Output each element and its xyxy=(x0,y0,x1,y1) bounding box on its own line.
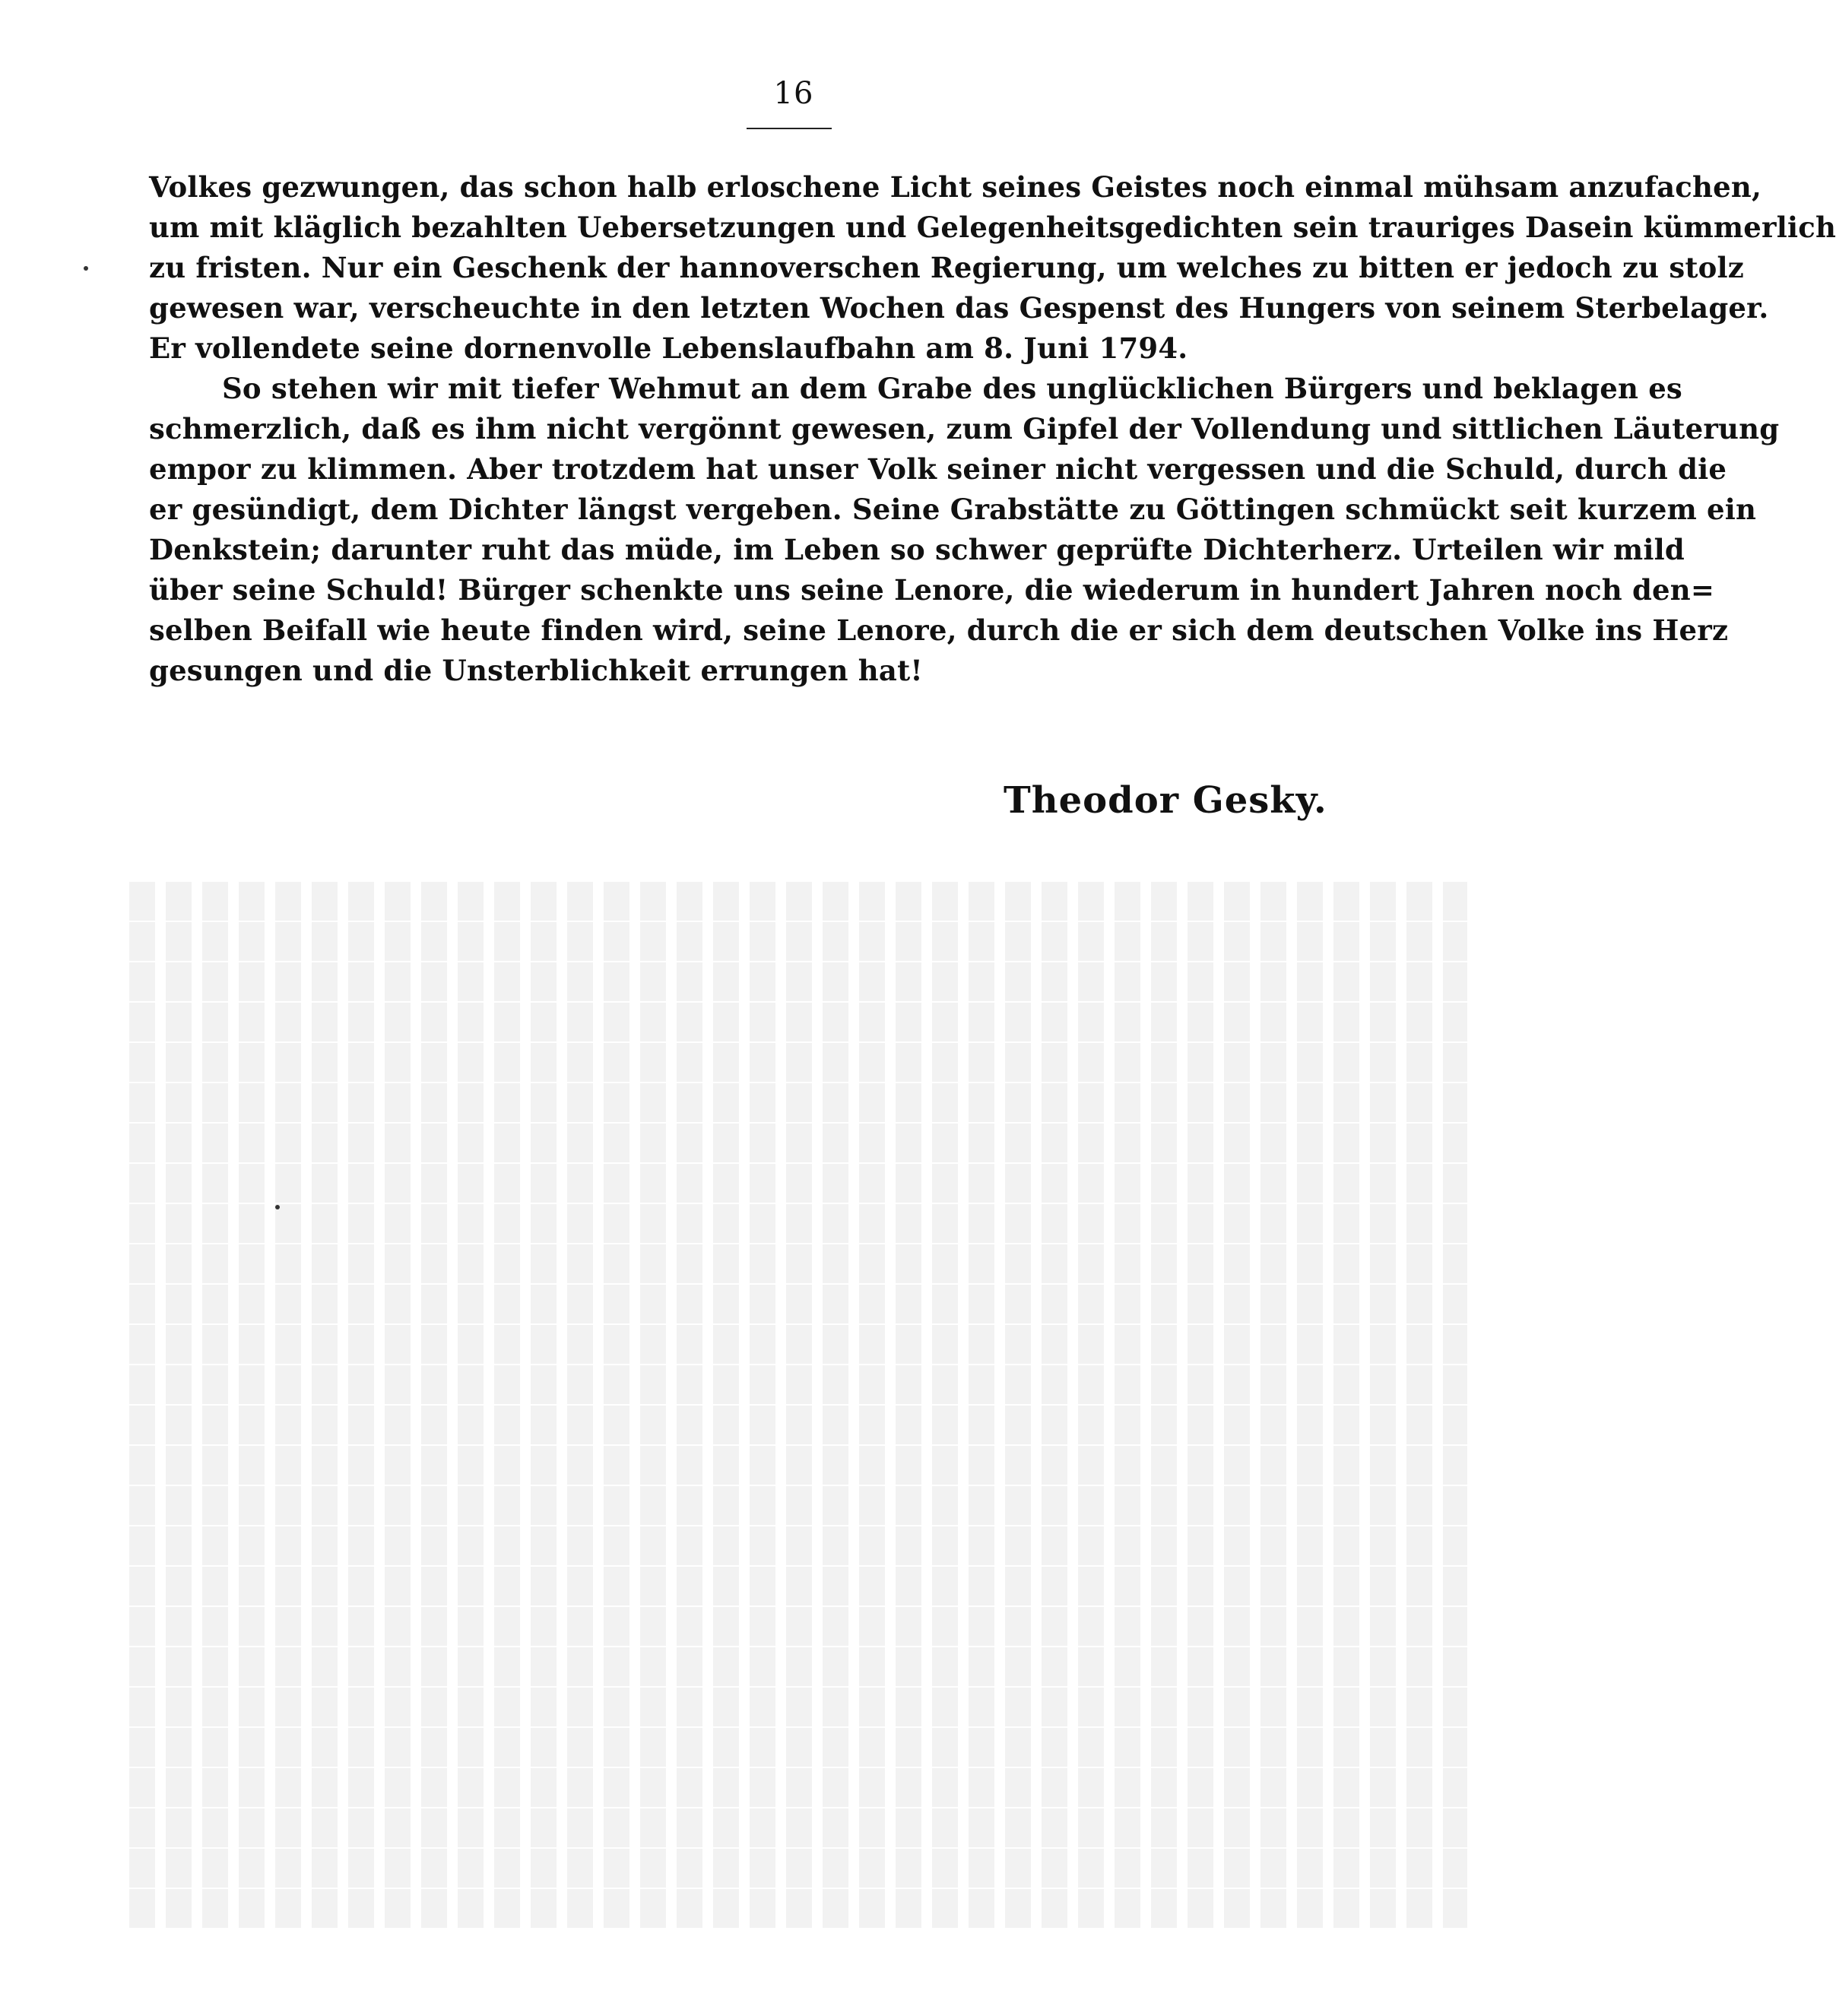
text-line: zu fristen. Nur ein Geschenk der hannoverschen Regierung, um welches zu bitten er jedoch zu stolz xyxy=(149,251,1745,284)
text-line: über seine Schuld! Bürger schenkte uns seine Lenore, die wiederum in hundert Jahren noch den= xyxy=(149,573,1715,607)
text-line: Er vollendete seine dornenvolle Lebenslaufbahn am 8. Juni 1794. xyxy=(149,331,1188,365)
text-line: empor zu klimmen. Aber trotzdem hat unser Volk seiner nicht vergessen und die Schuld, durch die xyxy=(149,452,1727,486)
ink-speck xyxy=(275,1205,280,1209)
author-signature: Theodor Gesky. xyxy=(1004,779,1327,822)
text-line: um mit kläglich bezahlten Uebersetzungen und Gelegenheitsgedichten sein trauriges Dasein kümmerlich xyxy=(149,211,1836,244)
text-line: gesungen und die Unsterblichkeit errungen hat! xyxy=(149,654,923,687)
text-line: So stehen wir mit tiefer Wehmut an dem Grabe des unglücklichen Bürgers und beklagen es xyxy=(222,372,1682,405)
header-rule xyxy=(747,128,832,129)
body-text xyxy=(149,167,1836,691)
text-line: schmerzlich, daß es ihm nicht vergönnt gewesen, zum Gipfel der Vollendung und sittlichen Läuterung xyxy=(149,412,1780,445)
text-line: gewesen war, verscheuchte in den letzten Wochen das Gespenst des Hungers von seinem Sterbelager. xyxy=(149,291,1769,325)
text-line: Denkstein; darunter ruht das müde, im Leben so schwer geprüfte Dichterherz. Urteilen wir mild xyxy=(149,533,1685,566)
text-line: selben Beifall wie heute finden wird, seine Lenore, durch die er sich dem deutschen Volke ins Herz xyxy=(149,613,1729,647)
show-through-background xyxy=(129,882,1467,1929)
page-number: 16 xyxy=(773,76,814,111)
text-line: er gesündigt, dem Dichter längst vergeben. Seine Grabstätte zu Göttingen schmückt seit kurzem ein xyxy=(149,493,1757,526)
text-line: Volkes gezwungen, das schon halb erloschene Licht seines Geistes noch einmal mühsam anzufachen, xyxy=(149,170,1762,204)
ink-speck xyxy=(84,266,88,271)
